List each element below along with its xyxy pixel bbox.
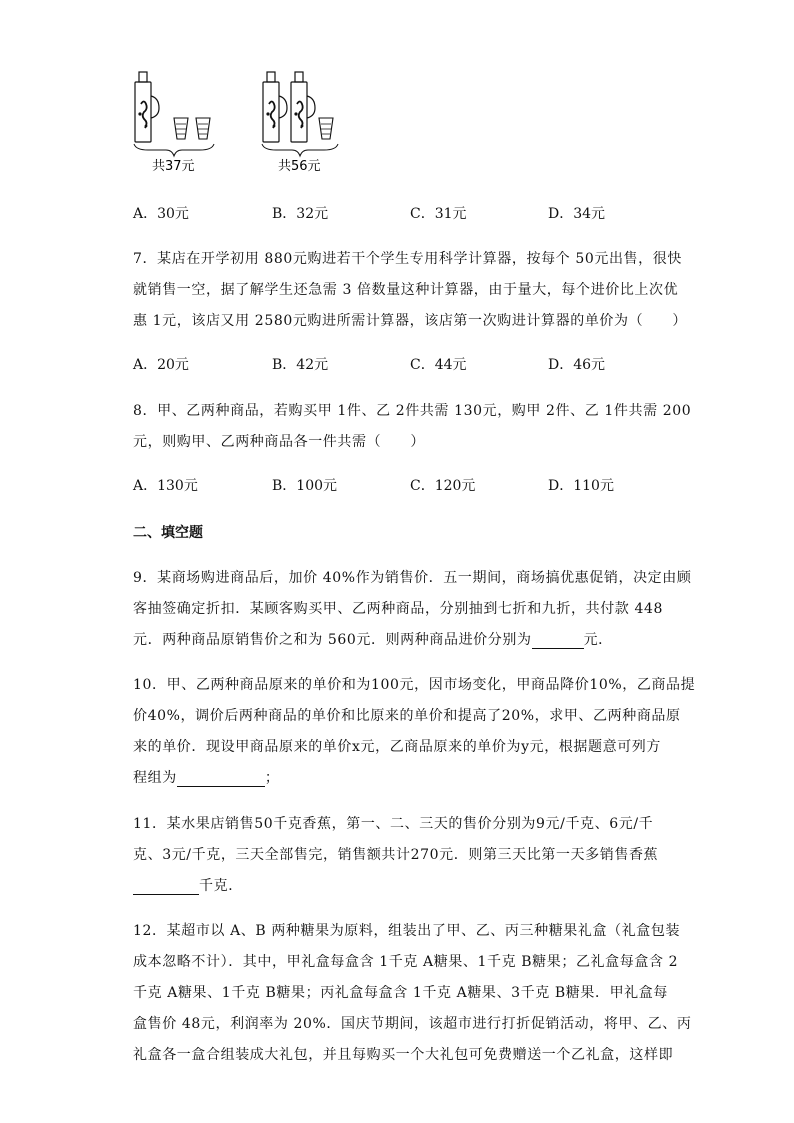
bottles-cups-figure (128, 68, 368, 180)
q10-tail: ； (264, 770, 280, 786)
q10-text-line: 价40%，调价后两种商品的单价和比原来的单价和提高了20%，求甲、乙两种商品原 (133, 708, 681, 724)
bottle-icon (263, 72, 287, 142)
left-caption: 共37元 (152, 159, 195, 174)
cup-icon (196, 118, 210, 139)
q10-answer-blank[interactable] (177, 772, 265, 787)
cup-icon (174, 118, 188, 139)
q11-tail: 千克． (199, 878, 243, 894)
right-caption: 共56元 (278, 159, 321, 174)
q12-text-line: 盒售价 48元，利润率为 20%．国庆节期间，该超市进行打折促销活动，将甲、乙、丙 (133, 1016, 692, 1032)
q10-text-line: 来的单价．现设甲商品原来的单价x元，乙商品原来的单价为y元，根据题意可列方 (133, 739, 662, 755)
q7-text-line: 惠 1元，该店又用 2580元购进所需计算器，该店第一次购进计算器的单价为（ ） (133, 313, 688, 329)
q12-text-line: 12．某超市以 A、B 两种糖果为原料，组装出了甲、乙、丙三种糖果礼盒（礼盒包装 (133, 923, 681, 939)
q6-option-d: D．34元 (548, 206, 606, 222)
q7-option-b: B．42元 (272, 357, 329, 373)
q8-option-b: B．100元 (272, 478, 338, 494)
q12-text-line: 成本忽略不计）．其中，甲礼盒每盒含 1千克 A糖果、1千克 B糖果；乙礼盒每盒含 2 (133, 954, 679, 970)
q9-tail: 元． (583, 632, 613, 648)
q6-option-b: B．32元 (272, 206, 329, 222)
q11-answer-blank[interactable] (133, 880, 199, 895)
q8-option-a: A．130元 (133, 478, 198, 494)
q6-option-a: A．30元 (133, 206, 189, 222)
q9-answer-blank[interactable] (532, 634, 584, 649)
q9-text-line: 客抽签确定折扣．某顾客购买甲、乙两种商品，分别抽到七折和九折，共付款 448 (133, 601, 663, 617)
q9-text-line-last (133, 631, 613, 649)
q12-text-line: 礼盒各一盒合组装成大礼包，并且每购买一个大礼包可免费赠送一个乙礼盒，这样即 (133, 1047, 674, 1063)
q9-text-line: 9．某商场购进商品后，加价 40%作为销售价．五一期间，商场搞优惠促销，决定由顾 (133, 570, 692, 586)
q12-text-line: 千克 A糖果、1千克 B糖果；丙礼盒每盒含 1千克 A糖果、3千克 B糖果．甲礼盒每 (133, 985, 668, 1001)
q10-text-line-last (133, 769, 279, 787)
q10-text-line: 10．甲、乙两种商品原来的单价和为100元，因市场变化，甲商品降价10%，乙商品提 (133, 677, 696, 693)
q7-option-a: A．20元 (133, 357, 189, 373)
cup-icon (319, 118, 333, 139)
q7-option-d: D．46元 (548, 357, 606, 373)
q8-option-d: D．110元 (548, 478, 614, 494)
q9-text: 元．两种商品原销售价之和为 560元．则两种商品进价分别为 (133, 632, 532, 648)
q11-text-line: 11．某水果店销售50千克香蕉，第一、二、三天的售价分别为9元/千克、6元/千 (133, 816, 654, 832)
q8-text-line: 8．甲、乙两种商品，若购买甲 1件、乙 2件共需 130元，购甲 2件、乙 1件共需 200 (133, 403, 692, 419)
q8-option-c: C．120元 (410, 478, 476, 494)
bottle-icon (291, 72, 315, 142)
section-title: 二、填空题 (133, 525, 203, 541)
q10-text: 程组为 (133, 770, 177, 786)
q7-option-c: C．44元 (410, 357, 467, 373)
q11-text-line: 克、3元/千克，三天全部售完，销售额共计270元．则第三天比第一天多销售香蕉 (133, 847, 659, 863)
bottle-icon (135, 72, 159, 142)
q6-option-c: C．31元 (410, 206, 467, 222)
q11-text-line-last (133, 877, 243, 895)
q7-text-line: 7．某店在开学初用 880元购进若干个学生专用科学计算器，按每个 50元出售，很快 (133, 251, 682, 267)
q7-text-line: 就销售一空，据了解学生还急需 3 倍数量这种计算器，由于量大，每个进价比上次优 (133, 282, 679, 298)
q8-text-line: 元，则购甲、乙两种商品各一件共需（ ） (133, 434, 425, 450)
